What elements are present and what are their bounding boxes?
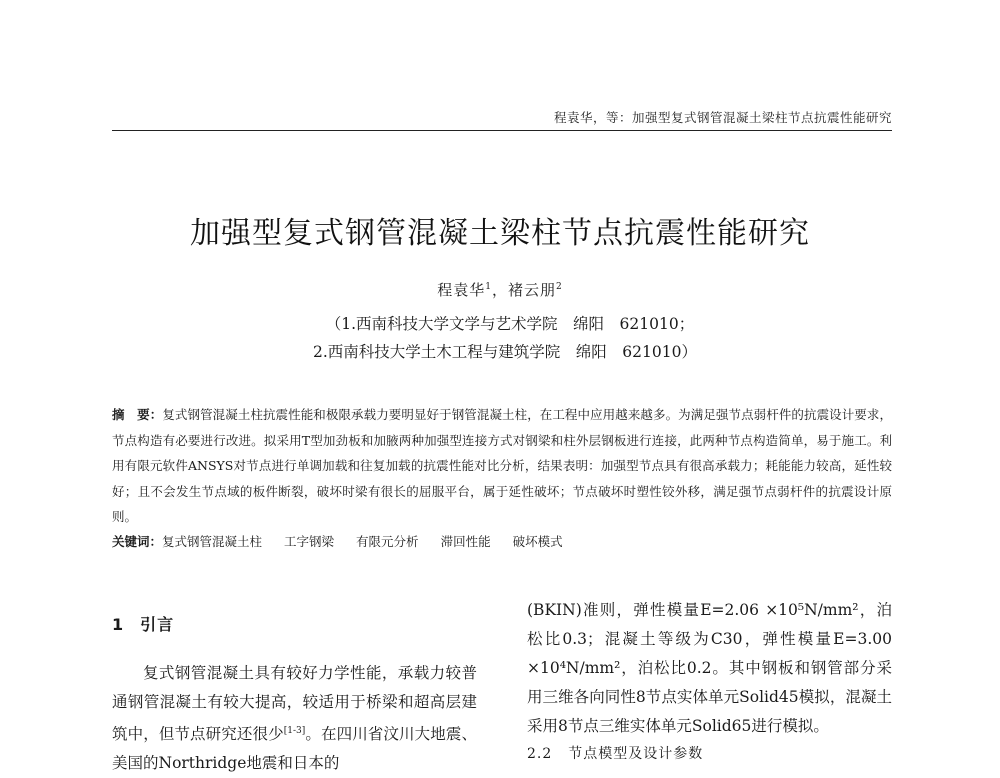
intro-text: 复式钢管混凝土具有较好力学性能，承载力较普通钢管混凝土有较大提高，较适用于桥梁和超高层建筑中，但节点研究还很少	[112, 664, 477, 744]
author-2-affiliation-mark: 2	[556, 282, 563, 292]
author-1: 程袁华	[437, 281, 486, 299]
paper-title: 加强型复式钢管混凝土梁柱节点抗震性能研究	[190, 216, 810, 251]
header-rule	[112, 130, 892, 131]
author-2: 褚云朋	[508, 281, 557, 299]
subsection-title: 节点模型及设计参数	[568, 746, 704, 762]
subsection-number: 2.2	[527, 746, 553, 762]
keyword: 复式钢管混凝土柱	[162, 534, 263, 549]
keyword: 滞回性能	[440, 534, 491, 549]
affiliation-1: （1.西南科技大学文学与艺术学院 绵阳 621010；	[325, 315, 695, 333]
keyword: 破坏模式	[512, 534, 563, 549]
keywords	[112, 532, 892, 550]
citation: [1-3]	[283, 726, 306, 736]
abstract-text: 复式钢管混凝土柱抗震性能和极限承载力要明显好于钢管混凝土柱，在工程中应用越来越多。为满足强节点弱杆件的抗震设计要求，节点构造有必要进行改进。拟采用T型加劲板和加腋两种加强型连接方式对钢梁和柱外层钢板进行连接，此两种节点构造简单，易于施工。利用有限元软件ANSYS对节点进行单调加载和往复加载的抗震性能对比分析，结果表明：加强型节点具有很高承载力；耗能能力较高，延性较好；且不会发生节点域的板件断裂，破坏时梁有很长的屈服平台，属于延性破坏；节点破坏时塑性铰外移，满足强节点弱杆件的抗震设计原则。	[112, 407, 892, 524]
author-1-affiliation-mark: 1	[485, 282, 492, 292]
keyword: 有限元分析	[356, 534, 419, 549]
subsection-heading	[527, 743, 892, 763]
section-number: 1	[112, 615, 125, 634]
right-column	[527, 596, 892, 763]
keywords-label: 关键词：	[112, 534, 163, 549]
section-title: 引言	[140, 615, 175, 634]
intro-paragraph	[112, 659, 477, 778]
author-separator: ，	[491, 281, 508, 299]
intro-text-continued: 。在四川省汶川大地震、美国的Northridge地震和日本的	[112, 725, 477, 773]
material-paragraph: (BKIN)准则，弹性模量E=2.06 ×10⁵N/mm²，泊松比0.3；混凝土等级为C30，弹性模量E=3.00 ×10⁴N/mm²，泊松比0.2。其中钢板和钢管部分采用三维各向同性8节点实体单元Solid45模拟，混凝土采用8节点三维实体单元Solid65进行模拟。	[527, 601, 892, 735]
keyword: 工字钢梁	[284, 534, 335, 549]
abstract	[112, 402, 892, 530]
abstract-label: 摘 要：	[112, 407, 163, 422]
left-column	[112, 612, 477, 778]
section-heading	[112, 612, 477, 635]
affiliation-2: 2.西南科技大学土木工程与建筑学院 绵阳 621010）	[313, 343, 697, 361]
running-head: 程袁华，等：加强型复式钢管混凝土梁柱节点抗震性能研究	[553, 110, 892, 125]
authors	[0, 279, 1000, 300]
